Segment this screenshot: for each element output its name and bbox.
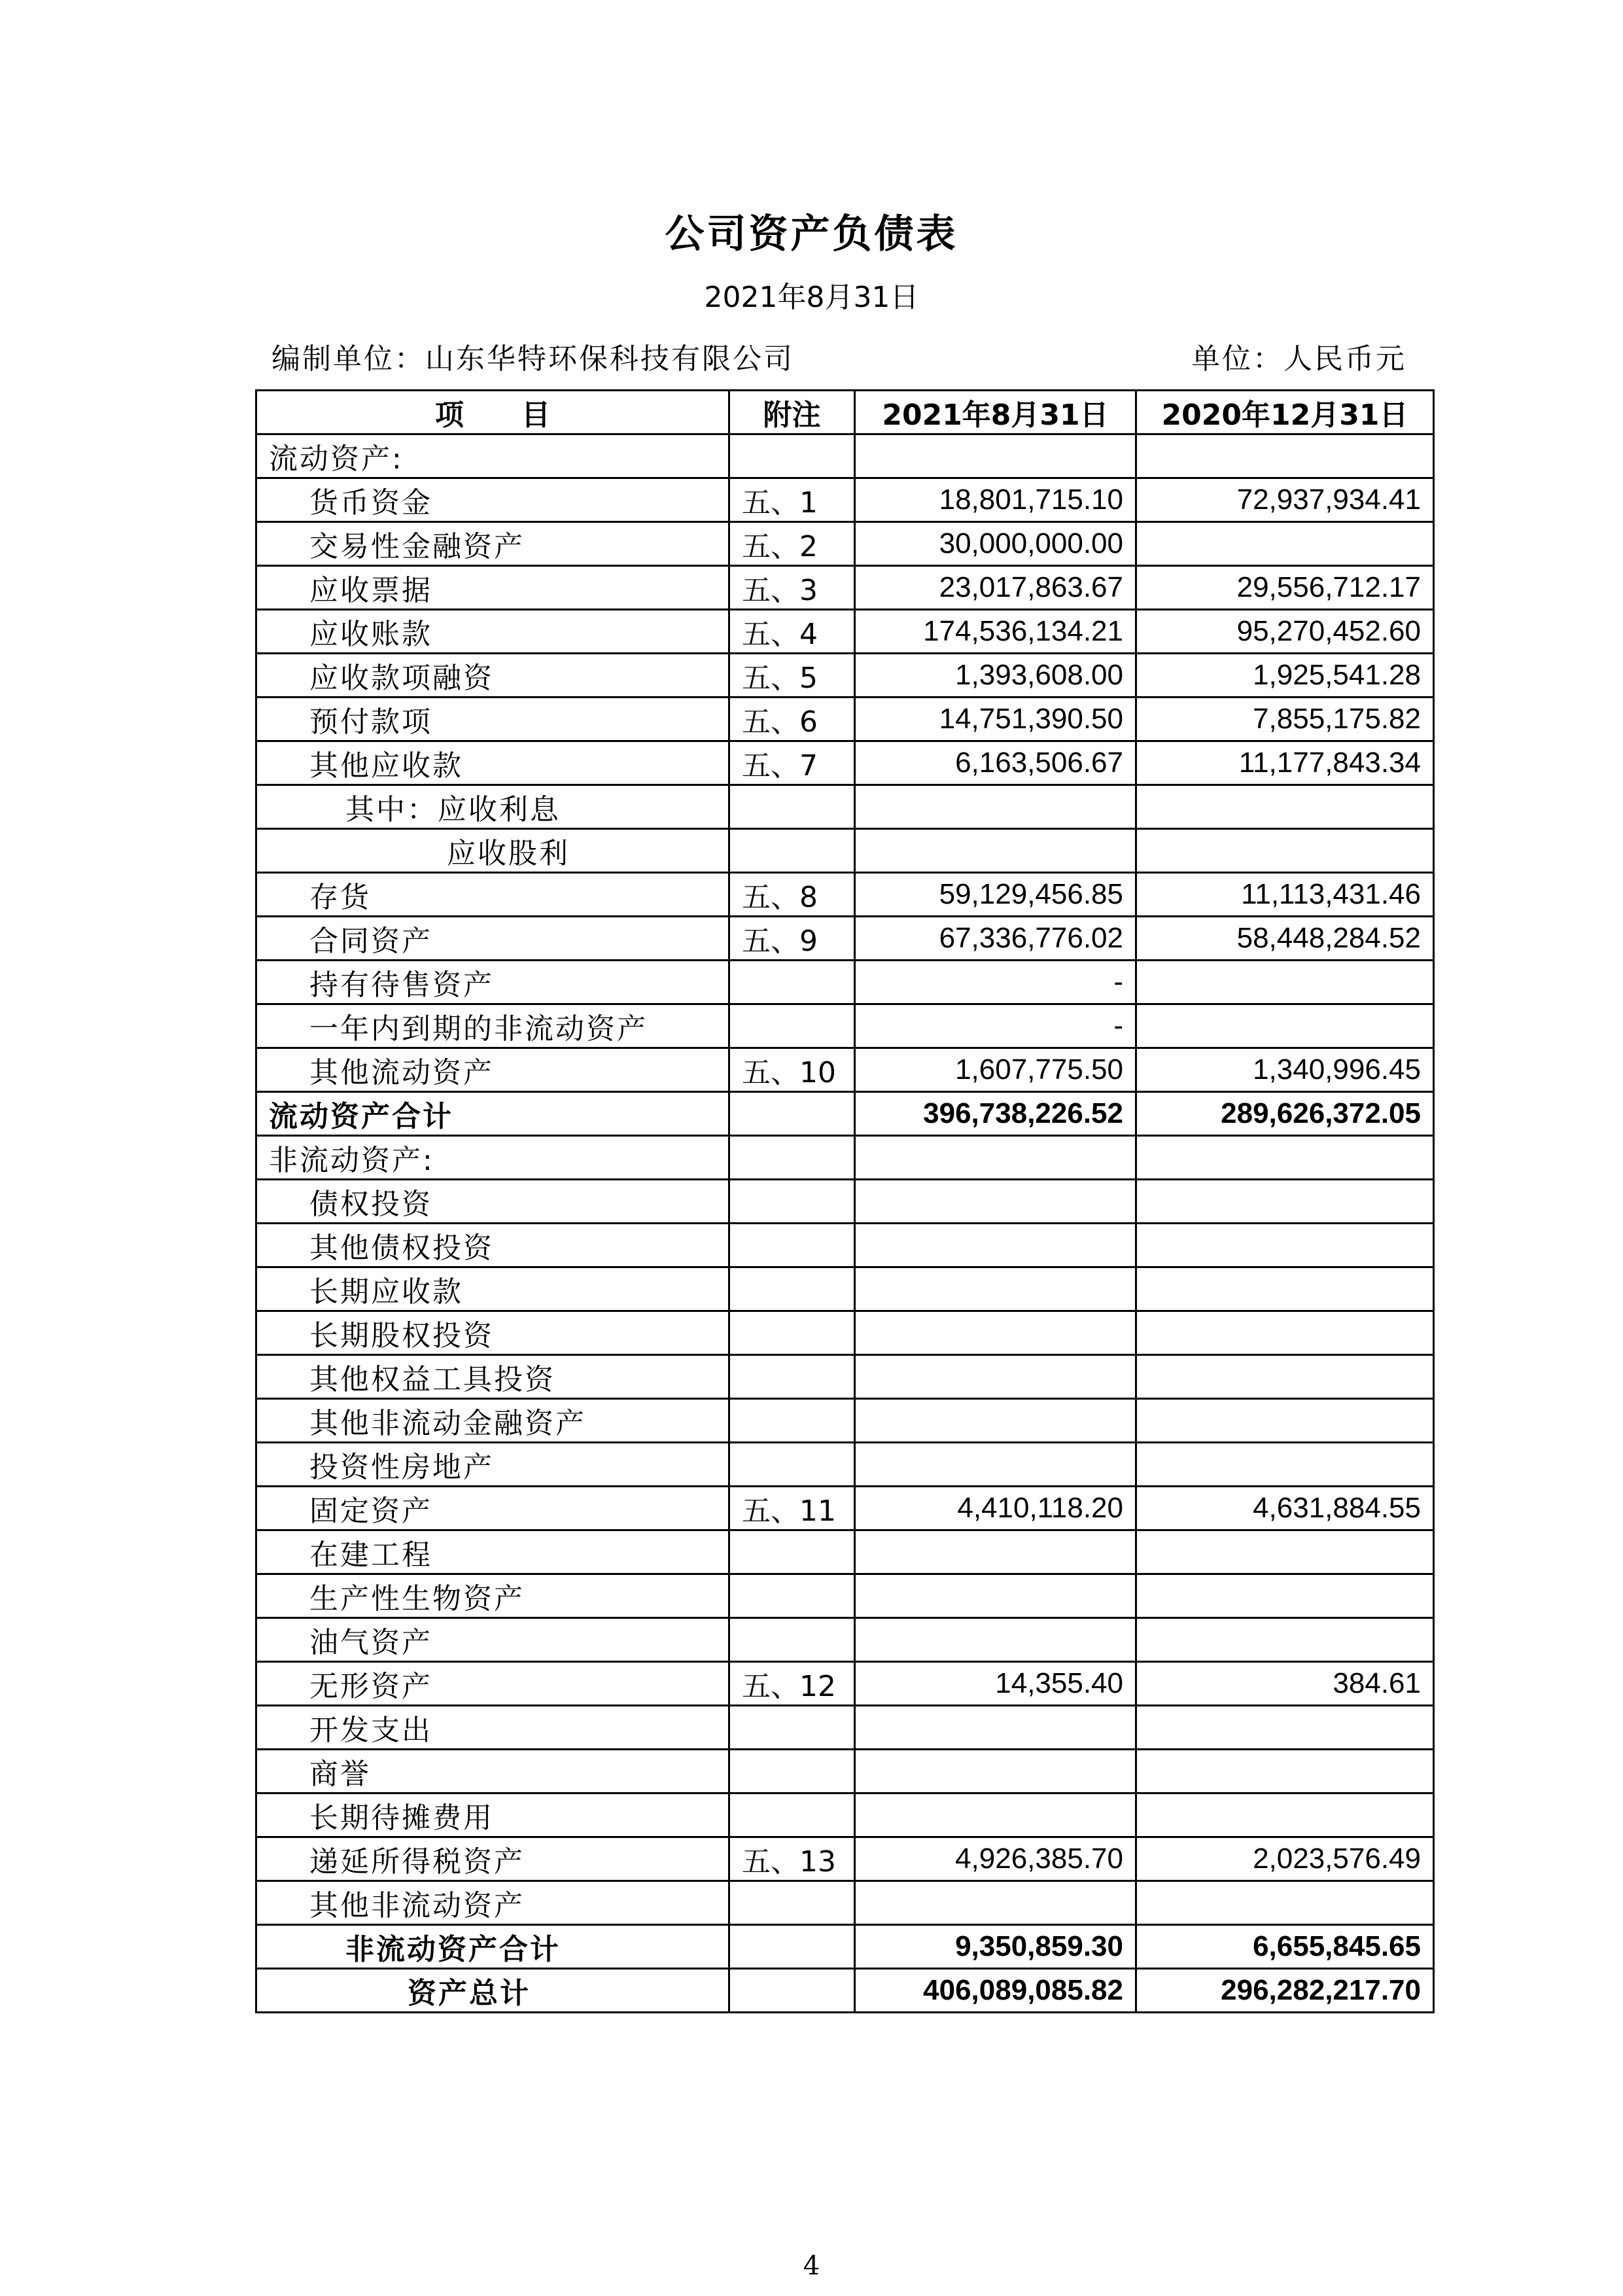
row-note: 五、13	[729, 1837, 855, 1881]
row-note	[729, 1092, 855, 1136]
row-item: 合同资产	[256, 917, 729, 961]
table-row	[256, 1311, 1434, 1355]
report-date: 2021年8月31日	[704, 281, 919, 314]
row-note: 五、10	[729, 1048, 855, 1092]
row-item: 其他非流动资产	[256, 1881, 729, 1925]
row-note: 五、9	[729, 917, 855, 961]
row-value-current	[855, 1443, 1136, 1487]
row-value-prior	[1136, 1793, 1434, 1837]
row-value-current: 406,089,085.82	[855, 1969, 1136, 2013]
row-item: 其他权益工具投资	[256, 1355, 729, 1399]
row-note: 五、11	[729, 1487, 855, 1530]
row-note	[729, 1793, 855, 1837]
row-value-current	[855, 1311, 1136, 1355]
header-item: 项 目	[256, 391, 729, 434]
page-title: 公司资产负债表	[665, 211, 958, 257]
row-item: 在建工程	[256, 1530, 729, 1574]
table-row	[256, 873, 1434, 917]
row-value-current: 67,336,776.02	[855, 917, 1136, 961]
row-item: 预付款项	[256, 698, 729, 741]
row-note: 五、12	[729, 1662, 855, 1706]
table-row	[256, 1004, 1434, 1048]
row-value-prior	[1136, 1180, 1434, 1224]
row-note	[729, 961, 855, 1004]
row-value-current	[855, 1180, 1136, 1224]
row-note	[729, 829, 855, 873]
row-value-prior	[1136, 1399, 1434, 1443]
row-note	[729, 1136, 855, 1180]
company-name: 编制单位：山东华特环保科技有限公司	[271, 342, 794, 376]
row-value-prior: 1,340,996.45	[1136, 1048, 1434, 1092]
row-value-prior	[1136, 522, 1434, 566]
row-note: 五、2	[729, 522, 855, 566]
row-item: 递延所得税资产	[256, 1837, 729, 1881]
row-note	[729, 1224, 855, 1267]
row-value-current	[855, 1574, 1136, 1618]
row-item: 资产总计	[256, 1969, 729, 2013]
table-row	[256, 698, 1434, 741]
row-note	[729, 1881, 855, 1925]
table-row	[256, 1399, 1434, 1443]
table-row	[256, 478, 1434, 522]
row-item: 持有待售资产	[256, 961, 729, 1004]
row-value-prior	[1136, 785, 1434, 829]
row-value-prior	[1136, 1136, 1434, 1180]
row-note	[729, 1180, 855, 1224]
row-note: 五、5	[729, 654, 855, 698]
row-value-prior	[1136, 1004, 1434, 1048]
row-item: 其中：应收利息	[256, 785, 729, 829]
row-note	[729, 1267, 855, 1311]
row-value-current	[855, 1881, 1136, 1925]
row-value-prior: 384.61	[1136, 1662, 1434, 1706]
row-note	[729, 434, 855, 478]
row-value-prior	[1136, 1530, 1434, 1574]
row-value-prior	[1136, 1267, 1434, 1311]
row-value-prior: 11,177,843.34	[1136, 741, 1434, 785]
row-item: 其他非流动金融资产	[256, 1399, 729, 1443]
row-value-current: 14,751,390.50	[855, 698, 1136, 741]
row-note	[729, 1399, 855, 1443]
row-value-current: 396,738,226.52	[855, 1092, 1136, 1136]
row-value-current: 1,393,608.00	[855, 654, 1136, 698]
row-value-prior	[1136, 1443, 1434, 1487]
row-value-current	[855, 1530, 1136, 1574]
report-meta	[271, 335, 1406, 377]
table-row	[256, 610, 1434, 654]
row-value-prior: 1,925,541.28	[1136, 654, 1434, 698]
row-item: 长期应收款	[256, 1267, 729, 1311]
header-current-period: 2021年8月31日	[855, 391, 1136, 434]
row-item: 油气资产	[256, 1618, 729, 1662]
row-note: 五、3	[729, 566, 855, 610]
row-item: 商誉	[256, 1750, 729, 1793]
header-prior-period: 2020年12月31日	[1136, 391, 1434, 434]
row-item: 长期股权投资	[256, 1311, 729, 1355]
row-item: 长期待摊费用	[256, 1793, 729, 1837]
row-value-current	[855, 434, 1136, 478]
table-row	[256, 961, 1434, 1004]
table-row	[256, 1530, 1434, 1574]
row-note	[729, 1311, 855, 1355]
row-value-current	[855, 1136, 1136, 1180]
row-note	[729, 1969, 855, 2013]
row-value-prior: 289,626,372.05	[1136, 1092, 1434, 1136]
row-value-current: 6,163,506.67	[855, 741, 1136, 785]
row-item: 非流动资产:	[256, 1136, 729, 1180]
row-value-prior: 296,282,217.70	[1136, 1969, 1434, 2013]
row-value-current: 1,607,775.50	[855, 1048, 1136, 1092]
row-item: 非流动资产合计	[256, 1925, 729, 1969]
table-row	[256, 1224, 1434, 1267]
row-value-prior	[1136, 1706, 1434, 1750]
row-value-prior	[1136, 1224, 1434, 1267]
row-item: 生产性生物资产	[256, 1574, 729, 1618]
row-value-prior: 29,556,712.17	[1136, 566, 1434, 610]
row-value-prior: 4,631,884.55	[1136, 1487, 1434, 1530]
row-item: 存货	[256, 873, 729, 917]
table-row	[256, 1793, 1434, 1837]
table-row	[256, 522, 1434, 566]
row-value-prior: 95,270,452.60	[1136, 610, 1434, 654]
row-item: 无形资产	[256, 1662, 729, 1706]
row-value-prior	[1136, 1750, 1434, 1793]
row-value-current	[855, 785, 1136, 829]
row-note	[729, 1706, 855, 1750]
row-item: 开发支出	[256, 1706, 729, 1750]
row-value-prior: 58,448,284.52	[1136, 917, 1434, 961]
row-value-current: 4,926,385.70	[855, 1837, 1136, 1881]
row-value-current	[855, 1706, 1136, 1750]
table-row	[256, 1662, 1434, 1706]
table-row	[256, 1136, 1434, 1180]
row-value-current	[855, 1399, 1136, 1443]
row-value-current	[855, 1750, 1136, 1793]
row-note: 五、7	[729, 741, 855, 785]
row-note	[729, 1750, 855, 1793]
table-row	[256, 1487, 1434, 1530]
row-value-current: 59,129,456.85	[855, 873, 1136, 917]
row-value-current: -	[855, 1004, 1136, 1048]
row-note	[729, 1443, 855, 1487]
table-row	[256, 1443, 1434, 1487]
row-value-prior: 6,655,845.65	[1136, 1925, 1434, 1969]
row-note	[729, 1004, 855, 1048]
row-note	[729, 1355, 855, 1399]
row-item: 固定资产	[256, 1487, 729, 1530]
row-item: 其他应收款	[256, 741, 729, 785]
row-item: 应收股利	[256, 829, 729, 873]
row-value-prior	[1136, 1574, 1434, 1618]
row-value-prior: 7,855,175.82	[1136, 698, 1434, 741]
row-note: 五、8	[729, 873, 855, 917]
row-note	[729, 1530, 855, 1574]
row-value-current: -	[855, 961, 1136, 1004]
table-row	[256, 1618, 1434, 1662]
row-value-current	[855, 829, 1136, 873]
table-row	[256, 741, 1434, 785]
row-value-current	[855, 1267, 1136, 1311]
table-row	[256, 1092, 1434, 1136]
row-value-current: 18,801,715.10	[855, 478, 1136, 522]
row-value-current: 14,355.40	[855, 1662, 1136, 1706]
row-value-current: 30,000,000.00	[855, 522, 1136, 566]
row-item: 应收票据	[256, 566, 729, 610]
row-value-prior: 72,937,934.41	[1136, 478, 1434, 522]
table-row	[256, 566, 1434, 610]
table-row	[256, 1969, 1434, 2013]
row-value-prior	[1136, 434, 1434, 478]
row-value-prior: 11,113,431.46	[1136, 873, 1434, 917]
row-note	[729, 785, 855, 829]
table-row	[256, 1706, 1434, 1750]
row-item: 投资性房地产	[256, 1443, 729, 1487]
row-value-current	[855, 1618, 1136, 1662]
row-note: 五、1	[729, 478, 855, 522]
table-row	[256, 654, 1434, 698]
row-item: 其他流动资产	[256, 1048, 729, 1092]
row-value-current	[855, 1355, 1136, 1399]
table-row	[256, 1837, 1434, 1881]
row-item: 流动资产合计	[256, 1092, 729, 1136]
row-value-current	[855, 1793, 1136, 1837]
row-value-prior	[1136, 1311, 1434, 1355]
table-row	[256, 1925, 1434, 1969]
row-item: 应收款项融资	[256, 654, 729, 698]
table-row	[256, 1267, 1434, 1311]
row-item: 应收账款	[256, 610, 729, 654]
row-value-prior	[1136, 829, 1434, 873]
table-row	[256, 1048, 1434, 1092]
row-item: 流动资产:	[256, 434, 729, 478]
row-value-current	[855, 1224, 1136, 1267]
row-item: 其他债权投资	[256, 1224, 729, 1267]
page-number: 4	[803, 2251, 820, 2281]
row-value-current: 23,017,863.67	[855, 566, 1136, 610]
table-header-row	[256, 391, 1434, 434]
row-item: 交易性金融资产	[256, 522, 729, 566]
table-row	[256, 1574, 1434, 1618]
row-value-prior	[1136, 1618, 1434, 1662]
balance-sheet-table	[255, 389, 1435, 2013]
table-row	[256, 1180, 1434, 1224]
row-value-current: 174,536,134.21	[855, 610, 1136, 654]
header-note: 附注	[729, 391, 855, 434]
row-value-current: 4,410,118.20	[855, 1487, 1136, 1530]
row-item: 货币资金	[256, 478, 729, 522]
row-item: 一年内到期的非流动资产	[256, 1004, 729, 1048]
table-row	[256, 1750, 1434, 1793]
row-value-prior	[1136, 961, 1434, 1004]
currency-unit: 单位：人民币元	[1191, 342, 1406, 376]
row-note: 五、4	[729, 610, 855, 654]
row-note	[729, 1574, 855, 1618]
row-value-prior	[1136, 1881, 1434, 1925]
table-row	[256, 1881, 1434, 1925]
row-value-current: 9,350,859.30	[855, 1925, 1136, 1969]
row-note	[729, 1618, 855, 1662]
row-value-prior: 2,023,576.49	[1136, 1837, 1434, 1881]
row-item: 债权投资	[256, 1180, 729, 1224]
table-row	[256, 829, 1434, 873]
row-value-prior	[1136, 1355, 1434, 1399]
row-note	[729, 1925, 855, 1969]
table-row	[256, 785, 1434, 829]
table-row	[256, 1355, 1434, 1399]
table-row	[256, 434, 1434, 478]
row-note: 五、6	[729, 698, 855, 741]
table-row	[256, 917, 1434, 961]
